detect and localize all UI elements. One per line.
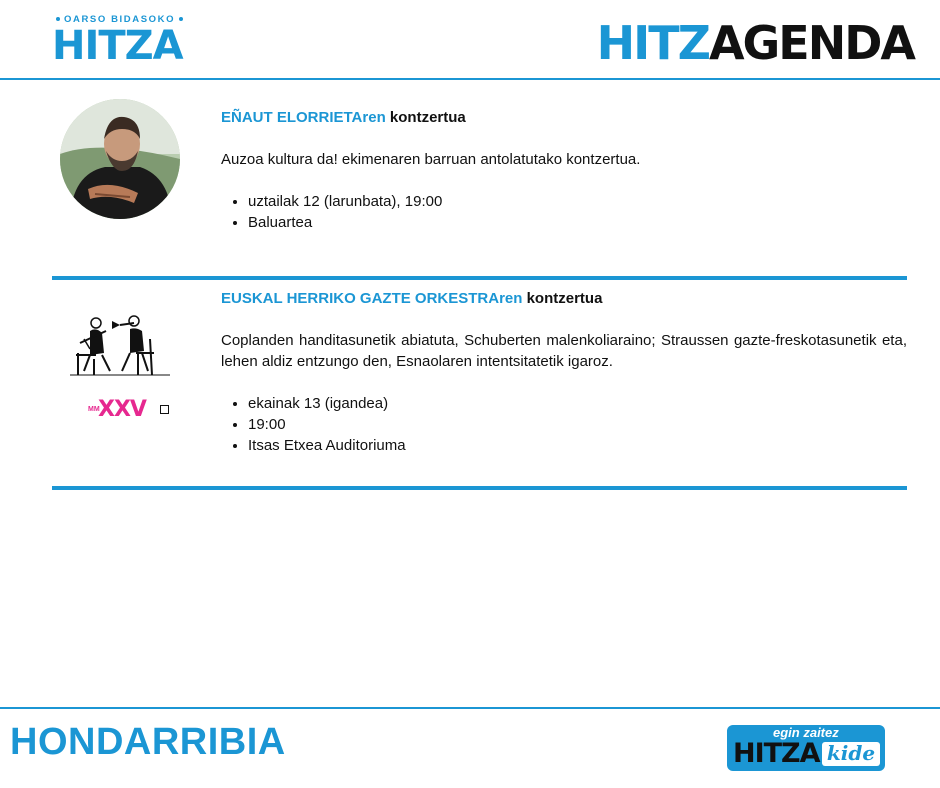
hitzagenda-logo[interactable]	[597, 16, 914, 70]
event-detail-item: • Itsas Etxea Auditoriuma	[248, 435, 907, 456]
town-name: HONDARRIBIA	[10, 721, 286, 763]
badge-title: HITZA	[733, 738, 820, 769]
artist-photo	[60, 99, 180, 219]
event-details-list	[221, 191, 907, 233]
orchestra-logo-xxv: XXV	[98, 397, 146, 422]
event-details-list	[221, 393, 907, 456]
portrait-illustration	[60, 99, 180, 219]
hitzagenda-logo-part1: HITZ	[596, 16, 709, 70]
oarso-bidasoko-hitza-logo[interactable]	[52, 14, 183, 69]
event-image	[60, 99, 180, 219]
hitzagenda-logo-part2: AGENDA	[708, 16, 914, 70]
event-description: Auzoa kultura da! ekimenaren barruan antolatutako kontzertua.	[221, 151, 641, 168]
musicians-illustration	[60, 309, 180, 389]
event-content	[221, 107, 907, 233]
event-detail-item: • 19:00	[248, 414, 907, 435]
event-detail-item: • uztailak 12 (larunbata), 19:00	[248, 191, 907, 212]
logo-subtitle: OARSO BIDASOKO	[52, 14, 172, 25]
logo-title: HITZA	[52, 23, 183, 69]
event-image	[60, 309, 180, 429]
event-content	[221, 288, 907, 456]
event-divider	[52, 486, 907, 490]
orchestra-logo-mm: MM	[88, 406, 100, 413]
event-title-highlight: EUSKAL HERRIKO GAZTE ORKESTRAren	[221, 290, 523, 307]
event-detail-item: • ekainak 13 (igandea)	[248, 393, 907, 414]
event-title	[221, 288, 907, 309]
event-description: Coplanden handitasunetik abiatuta, Schuberten malenkoliaraino; Straussen gazte-freskotasunetik eta, lehen aldiz entzungo den, Esnaolaren intentsitatetik igaroz.	[221, 332, 907, 370]
orchestra-logo-square-icon	[160, 405, 169, 414]
event-detail-item: • Baluartea	[248, 212, 907, 233]
event-title-highlight: EÑAUT ELORRIETAren	[221, 109, 386, 126]
event-title-rest: kontzertua	[522, 290, 603, 307]
event-card	[52, 280, 907, 480]
badge-subtitle: egin zaitez	[773, 725, 839, 740]
header-divider	[0, 78, 940, 80]
event-title-rest: kontzertua	[385, 109, 466, 126]
event-title	[221, 107, 907, 128]
event-card	[52, 99, 907, 269]
orchestra-logo	[60, 309, 180, 429]
badge-kide: kide	[822, 742, 880, 766]
footer-divider	[0, 707, 940, 709]
hitza-kide-badge[interactable]	[727, 725, 885, 771]
